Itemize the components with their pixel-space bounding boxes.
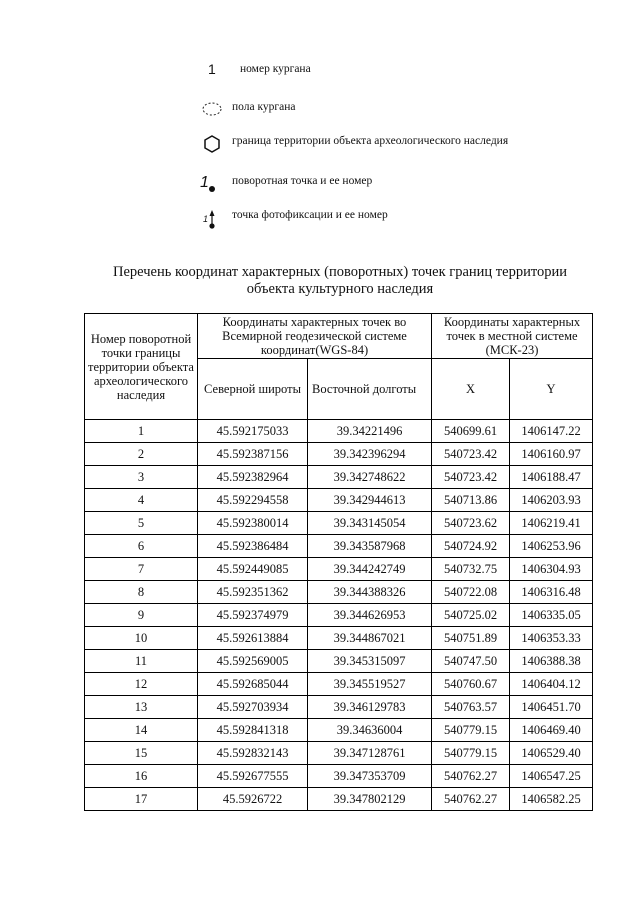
table-row <box>85 466 593 489</box>
table-row <box>85 696 593 719</box>
cell-lon: 39.345315097 <box>308 650 432 673</box>
cell-point-number: 7 <box>85 558 198 581</box>
header-lon: Восточной долготы <box>308 359 432 420</box>
legend-label: точка фотофиксации и ее номер <box>232 209 388 221</box>
cell-lat: 45.592613884 <box>198 627 308 650</box>
turning-point-icon <box>200 174 232 203</box>
cell-lat: 45.592387156 <box>198 443 308 466</box>
svg-text:1: 1 <box>200 174 209 191</box>
cell-point-number: 3 <box>85 466 198 489</box>
table-row <box>85 512 593 535</box>
cell-y: 1406203.93 <box>510 489 593 512</box>
table-row <box>85 627 593 650</box>
cell-y: 1406160.97 <box>510 443 593 466</box>
legend-label: граница территории объекта археологического наследия <box>232 135 509 147</box>
cell-y: 1406582.25 <box>510 788 593 811</box>
table-row <box>85 765 593 788</box>
cell-lat: 45.592832143 <box>198 742 308 765</box>
cell-x: 540760.67 <box>432 673 510 696</box>
cell-lon: 39.344626953 <box>308 604 432 627</box>
cell-point-number: 1 <box>85 420 198 443</box>
cell-lon: 39.34636004 <box>308 719 432 742</box>
cell-lon: 39.344867021 <box>308 627 432 650</box>
header-y: Y <box>510 359 593 420</box>
cell-y: 1406529.40 <box>510 742 593 765</box>
photo-point-icon <box>200 208 232 237</box>
table-row <box>85 443 593 466</box>
cell-lon: 39.342748622 <box>308 466 432 489</box>
cell-x: 540723.42 <box>432 466 510 489</box>
legend-item-turning-point <box>200 174 372 203</box>
cell-lat: 45.592841318 <box>198 719 308 742</box>
cell-x: 540779.15 <box>432 719 510 742</box>
legend-label: пола кургана <box>232 101 296 113</box>
cell-lat: 45.592703934 <box>198 696 308 719</box>
cell-y: 1406147.22 <box>510 420 593 443</box>
header-lat: Северной широты <box>198 359 308 420</box>
cell-lon: 39.347802129 <box>308 788 432 811</box>
table-row <box>85 535 593 558</box>
table-row <box>85 673 593 696</box>
cell-lon: 39.342396294 <box>308 443 432 466</box>
cell-y: 1406388.38 <box>510 650 593 673</box>
cell-y: 1406353.33 <box>510 627 593 650</box>
cell-lat: 45.592382964 <box>198 466 308 489</box>
legend-label: номер кургана <box>240 63 311 75</box>
coordinates-table <box>84 313 593 811</box>
territory-boundary-icon <box>200 134 232 159</box>
cell-lon: 39.346129783 <box>308 696 432 719</box>
table-row <box>85 742 593 765</box>
legend-item-kurgan-field <box>200 100 295 123</box>
cell-point-number: 5 <box>85 512 198 535</box>
cell-y: 1406253.96 <box>510 535 593 558</box>
table-row <box>85 650 593 673</box>
table-row <box>85 558 593 581</box>
cell-lat: 45.592351362 <box>198 581 308 604</box>
header-wgs-group: Координаты характерных точек во Всемирной геодезической системе координат(WGS-84) <box>198 314 432 359</box>
cell-lat: 45.592294558 <box>198 489 308 512</box>
cell-x: 540724.92 <box>432 535 510 558</box>
cell-lon: 39.347128761 <box>308 742 432 765</box>
cell-lat: 45.592449085 <box>198 558 308 581</box>
cell-point-number: 17 <box>85 788 198 811</box>
page-title: Перечень координат характерных (поворотных) точек границ территории объекта культурного наследия <box>112 264 568 297</box>
cell-lon: 39.344242749 <box>308 558 432 581</box>
cell-lat: 45.592175033 <box>198 420 308 443</box>
cell-x: 540751.89 <box>432 627 510 650</box>
cell-lat: 45.592685044 <box>198 673 308 696</box>
svg-text:1: 1 <box>203 214 209 224</box>
table-row <box>85 581 593 604</box>
cell-lon: 39.342944613 <box>308 489 432 512</box>
cell-y: 1406547.25 <box>510 765 593 788</box>
cell-x: 540732.75 <box>432 558 510 581</box>
cell-x: 540699.61 <box>432 420 510 443</box>
cell-point-number: 14 <box>85 719 198 742</box>
legend-item-kurgan-number <box>200 62 620 77</box>
header-msk-group: Координаты характерных точек в местной системе (МСК-23) <box>432 314 593 359</box>
cell-y: 1406469.40 <box>510 719 593 742</box>
cell-lon: 39.344388326 <box>308 581 432 604</box>
cell-lon: 39.343145054 <box>308 512 432 535</box>
cell-lon: 39.347353709 <box>308 765 432 788</box>
legend <box>200 61 620 224</box>
cell-point-number: 9 <box>85 604 198 627</box>
legend-label: поворотная точка и ее номер <box>232 175 373 187</box>
cell-y: 1406304.93 <box>510 558 593 581</box>
cell-point-number: 10 <box>85 627 198 650</box>
cell-y: 1406451.70 <box>510 696 593 719</box>
legend-item-territory-boundary <box>200 134 508 159</box>
cell-point-number: 15 <box>85 742 198 765</box>
cell-point-number: 12 <box>85 673 198 696</box>
cell-x: 540722.08 <box>432 581 510 604</box>
header-point-number: Номер поворотной точки границы территории объекта археологического наследия <box>85 314 198 420</box>
cell-point-number: 8 <box>85 581 198 604</box>
table-row <box>85 788 593 811</box>
cell-x: 540723.62 <box>432 512 510 535</box>
cell-x: 540747.50 <box>432 650 510 673</box>
cell-y: 1406335.05 <box>510 604 593 627</box>
cell-lat: 45.592380014 <box>198 512 308 535</box>
table-row <box>85 719 593 742</box>
cell-point-number: 4 <box>85 489 198 512</box>
header-x: X <box>432 359 510 420</box>
cell-x: 540725.02 <box>432 604 510 627</box>
cell-lon: 39.34221496 <box>308 420 432 443</box>
cell-lat: 45.592677555 <box>198 765 308 788</box>
cell-point-number: 6 <box>85 535 198 558</box>
cell-y: 1406404.12 <box>510 673 593 696</box>
cell-lat: 45.592386484 <box>198 535 308 558</box>
kurgan-number-icon: 1 <box>208 61 216 77</box>
table-row <box>85 489 593 512</box>
cell-point-number: 11 <box>85 650 198 673</box>
kurgan-field-icon <box>200 100 232 123</box>
cell-y: 1406316.48 <box>510 581 593 604</box>
cell-x: 540779.15 <box>432 742 510 765</box>
cell-y: 1406219.41 <box>510 512 593 535</box>
table-row <box>85 604 593 627</box>
legend-item-photo-point <box>200 208 388 237</box>
cell-lat: 45.5926722 <box>198 788 308 811</box>
cell-x: 540723.42 <box>432 443 510 466</box>
cell-point-number: 13 <box>85 696 198 719</box>
cell-point-number: 2 <box>85 443 198 466</box>
cell-x: 540763.57 <box>432 696 510 719</box>
table-row <box>85 420 593 443</box>
cell-x: 540762.27 <box>432 788 510 811</box>
cell-lon: 39.345519527 <box>308 673 432 696</box>
cell-x: 540762.27 <box>432 765 510 788</box>
cell-y: 1406188.47 <box>510 466 593 489</box>
cell-x: 540713.86 <box>432 489 510 512</box>
cell-lat: 45.592374979 <box>198 604 308 627</box>
cell-lon: 39.343587968 <box>308 535 432 558</box>
cell-lat: 45.592569005 <box>198 650 308 673</box>
cell-point-number: 16 <box>85 765 198 788</box>
